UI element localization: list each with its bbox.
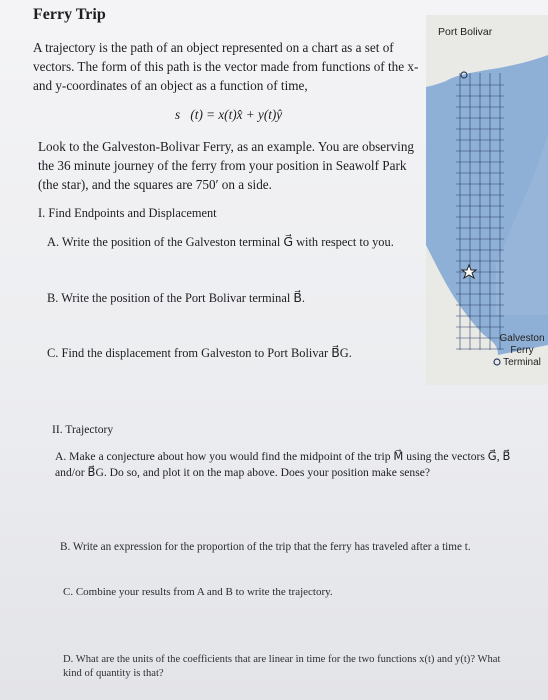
page-title: Ferry Trip <box>33 6 106 23</box>
trajectory-question-c: C. Combine your results from A and B to write the trajectory. <box>63 586 333 598</box>
port-bolivar-label: Port Bolivar <box>438 26 493 38</box>
trajectory-question-d: D. What are the units of the coefficients that are linear in time for the two functions x(t) and y(t)? What kind of quantity is that? <box>63 654 501 679</box>
question-c-displacement: C. Find the displacement from Galveston to Port Bolivar B⃗G. <box>47 346 352 360</box>
intro-paragraph: A trajectory is the path of an object represented on a chart as a set of vectors. The form of this path is the vector made from functions of the x- and y-coordinates of an object as a function of time, <box>33 40 419 93</box>
trajectory-question-b: B. Write an expression for the proportion of the trip that the ferry has traveled after a time t. <box>60 541 471 553</box>
trajectory-question-a: A. Make a conjecture about how you would find the midpoint of the trip M⃗ using the vectors G⃗, B⃗ and/or B⃗G. Do so, and plot it on the map above. Does your position make sense? <box>55 450 511 479</box>
ferry-map <box>426 15 548 385</box>
ferry-description: Look to the Galveston-Bolivar Ferry, as an example. You are observing the 36 minute journey of the ferry from your position in Seawolf Park (the star), and the squares are 750′ on a side. <box>38 139 415 192</box>
section-heading-endpoints: I. Find Endpoints and Displacement <box>38 206 217 220</box>
galveston-terminal-label: Galveston Ferry Terminal <box>499 333 545 368</box>
question-b-port-bolivar: B. Write the position of the Port Bolivar terminal B⃗. <box>47 291 305 305</box>
trajectory-formula: s⃗(t) = x(t)x̂ + y(t)ŷ <box>175 107 283 122</box>
section-heading-trajectory: II. Trajectory <box>52 423 114 436</box>
question-a-galveston: A. Write the position of the Galveston terminal G⃗ with respect to you. <box>47 235 394 249</box>
